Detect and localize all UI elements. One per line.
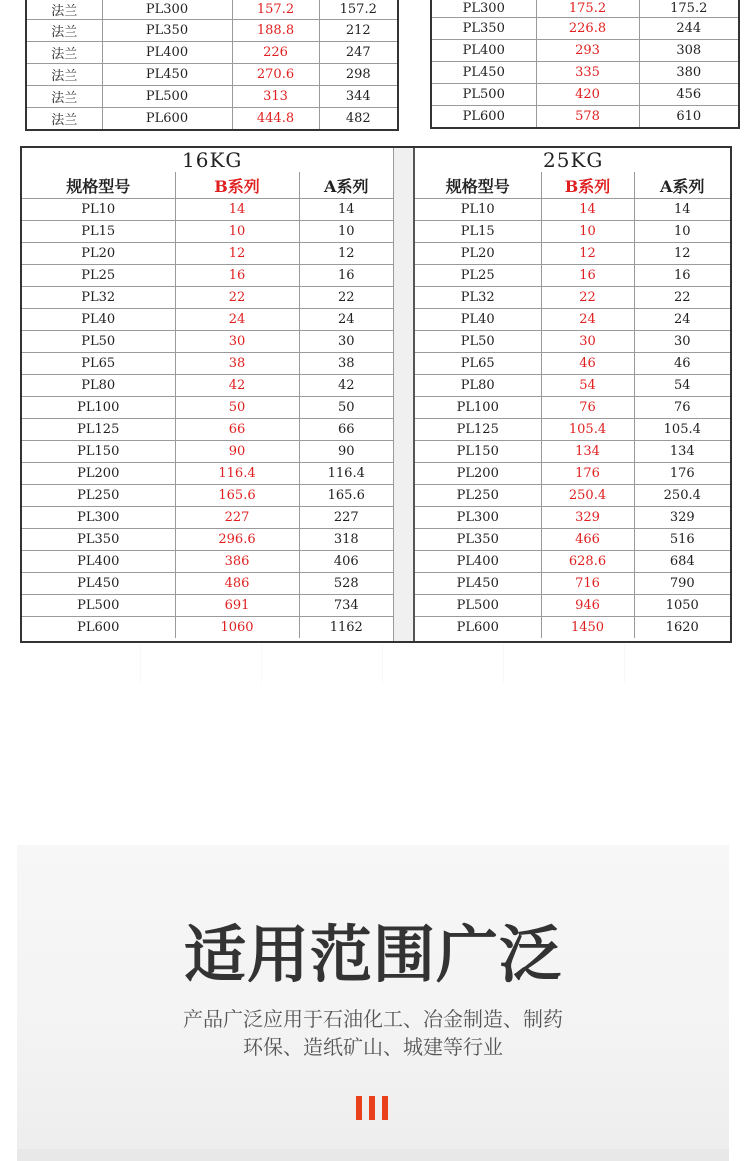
banner-title: 适用范围广泛 [183,918,562,991]
b-series-cell: 466 [541,529,634,551]
table-row [26,0,398,20]
a-series-cell: 30 [299,331,393,353]
table-row [22,309,393,331]
table-row [26,108,398,131]
a-series-cell: 790 [634,573,730,595]
spec-cell: PL50 [22,331,175,353]
table-row [22,463,393,485]
b-series-cell: 486 [175,573,299,595]
a-series-cell: 157.2 [319,0,398,20]
a-series-cell: 30 [634,331,730,353]
a-series-cell: 105.4 [634,419,730,441]
table-row [415,397,730,419]
a-series-cell: 14 [299,199,393,221]
type-cell: 法兰 [26,42,102,64]
a-series-cell: 76 [634,397,730,419]
a-series-cell: 50 [299,397,393,419]
spec-cell: PL40 [415,309,541,331]
header-a-series: A系列 [299,172,393,199]
b-series-cell: 134 [541,441,634,463]
b-series-cell: 296.6 [175,529,299,551]
b-series-cell: 1060 [175,617,299,639]
b-series-cell: 313 [232,86,319,108]
spec-cell: PL300 [102,0,232,20]
a-series-cell: 212 [319,20,398,42]
b-series-cell: 946 [541,595,634,617]
table-row [415,199,730,221]
a-series-cell: 176 [634,463,730,485]
table-row [22,485,393,507]
table-row [415,463,730,485]
table-row [415,551,730,573]
table-25kg [415,148,730,638]
b-series-cell: 50 [175,397,299,419]
b-series-cell: 227 [175,507,299,529]
b-series-cell: 12 [175,243,299,265]
accent-bars-icon [356,1096,390,1120]
b-series-cell: 293 [536,40,639,62]
table-row [415,617,730,639]
spec-cell: PL450 [22,573,175,595]
table-row [415,353,730,375]
top-table-section [0,0,750,140]
b-series-cell: 16 [541,265,634,287]
table-row [415,243,730,265]
table-row [22,287,393,309]
spec-cell: PL400 [415,551,541,573]
b-series-cell: 420 [536,84,639,106]
header-b-series: B系列 [541,172,634,199]
a-series-cell: 165.6 [299,485,393,507]
table-row [22,551,393,573]
table-row [415,529,730,551]
table-row [22,199,393,221]
spec-cell: PL350 [102,20,232,42]
spec-cell: PL400 [22,551,175,573]
table-row [415,573,730,595]
b-series-cell: 1450 [541,617,634,639]
table-row [415,375,730,397]
b-series-cell: 10 [175,221,299,243]
a-series-cell: 54 [634,375,730,397]
spec-cell: PL500 [22,595,175,617]
spec-cell: PL100 [415,397,541,419]
table-16kg-title: 16KG [182,148,243,172]
table-row [431,18,739,40]
spec-cell: PL250 [22,485,175,507]
a-series-cell: 1162 [329,620,363,635]
a-series-cell: 528 [299,573,393,595]
a-series-cell: 12 [634,243,730,265]
type-cell: 法兰 [26,20,102,42]
top-right-table [430,0,740,129]
table-row [26,20,398,42]
a-series-cell: 16 [634,265,730,287]
a-series-cell: 227 [299,507,393,529]
b-series-cell: 116.4 [175,463,299,485]
b-series-cell: 226 [232,42,319,64]
top-left-table [25,0,399,131]
table-row [431,106,739,129]
b-series-cell: 188.8 [232,20,319,42]
table-row [22,529,393,551]
a-series-cell: 318 [299,529,393,551]
header-b-series: B系列 [175,172,299,199]
table-row [415,331,730,353]
a-series-cell: 516 [634,529,730,551]
table-row [26,64,398,86]
spec-cell: PL600 [102,108,232,131]
spec-cell: PL450 [431,62,536,84]
spec-cell: PL65 [415,353,541,375]
a-series-cell: 482 [319,108,398,131]
b-series-cell: 46 [541,353,634,375]
a-series-cell: 42 [299,375,393,397]
b-series-cell: 329 [541,507,634,529]
a-series-cell: 344 [319,86,398,108]
spec-cell: PL25 [22,265,175,287]
a-series-cell: 456 [639,84,739,106]
a-series-cell: 10 [634,221,730,243]
a-series-cell: 250.4 [634,485,730,507]
spec-cell: PL450 [102,64,232,86]
a-series-cell: 244 [639,18,739,40]
spec-cell: PL40 [22,309,175,331]
spec-cell: PL350 [415,529,541,551]
pressure-tables [20,146,732,643]
spec-cell: PL15 [415,221,541,243]
spec-cell: PL125 [22,419,175,441]
b-series-cell: 444.8 [232,108,319,131]
b-series-cell: 14 [175,199,299,221]
table-row [22,353,393,375]
spec-cell: PL350 [22,529,175,551]
spec-cell: PL300 [431,0,536,18]
table-16kg [22,148,393,638]
a-series-cell: 12 [299,243,393,265]
a-series-cell: 247 [319,42,398,64]
b-series-cell: 30 [175,331,299,353]
spec-cell: PL80 [22,375,175,397]
table-row [26,86,398,108]
table-divider [393,148,415,641]
spec-cell: PL200 [22,463,175,485]
table-row [415,221,730,243]
table-row [22,507,393,529]
b-series-cell: 14 [541,199,634,221]
spec-cell: PL500 [415,595,541,617]
table-row [415,507,730,529]
table-row [22,375,393,397]
b-series-cell: 226.8 [536,18,639,40]
b-series-cell: 628.6 [541,551,634,573]
header-spec: 规格型号 [22,172,175,199]
spec-cell: PL450 [415,573,541,595]
table-row [415,265,730,287]
table-row [22,617,393,639]
table-row [431,40,739,62]
b-series-cell: 716 [541,573,634,595]
a-series-cell: 1050 [634,595,730,617]
b-series-cell: 105.4 [541,419,634,441]
b-series-cell: 578 [536,106,639,129]
table-row [415,287,730,309]
application-banner [17,845,729,1161]
spec-cell: PL65 [22,353,175,375]
a-series-cell: 10 [299,221,393,243]
spec-cell: PL300 [415,507,541,529]
b-series-cell: 24 [541,309,634,331]
b-series-cell: 12 [541,243,634,265]
a-series-cell: 175.2 [639,0,739,18]
a-series-cell: 298 [319,64,398,86]
table-row [22,243,393,265]
a-series-cell: 684 [634,551,730,573]
spec-cell: PL400 [102,42,232,64]
a-series-cell: 380 [639,62,739,84]
spec-cell: PL600 [431,106,536,129]
spec-cell: PL125 [415,419,541,441]
a-series-cell: 90 [299,441,393,463]
b-series-cell: 76 [541,397,634,419]
table-row [22,573,393,595]
b-series-cell: 270.6 [232,64,319,86]
header-a-series: A系列 [634,172,730,199]
a-series-cell: 46 [634,353,730,375]
b-series-cell: 30 [541,331,634,353]
spec-cell: PL32 [415,287,541,309]
spec-cell: PL600 [22,617,175,639]
spec-cell: PL15 [22,221,175,243]
a-series-cell: 610 [639,106,739,129]
spec-cell: PL25 [415,265,541,287]
table-row [22,221,393,243]
type-cell: 法兰 [26,86,102,108]
table-row [22,595,393,617]
table-row [22,397,393,419]
table-row [431,0,739,18]
b-series-cell: 54 [541,375,634,397]
b-series-cell: 16 [175,265,299,287]
a-series-cell: 406 [299,551,393,573]
b-series-cell: 335 [536,62,639,84]
a-series-cell: 14 [634,199,730,221]
spec-cell: PL350 [431,18,536,40]
a-series-cell: 24 [634,309,730,331]
b-series-cell: 38 [175,353,299,375]
b-series-cell: 157.2 [232,0,319,20]
b-series-cell: 42 [175,375,299,397]
ghost-gridlines [20,643,732,683]
spec-cell: PL50 [415,331,541,353]
spec-cell: PL100 [22,397,175,419]
type-cell: 法兰 [26,108,102,131]
spec-cell: PL150 [22,441,175,463]
table-25kg-title: 25KG [543,148,604,172]
bottom-strip [17,1149,729,1161]
spec-cell: PL500 [431,84,536,106]
b-series-cell: 22 [541,287,634,309]
a-series-cell: 22 [634,287,730,309]
spec-cell: PL200 [415,463,541,485]
table-row [431,62,739,84]
a-series-cell: 24 [299,309,393,331]
a-series-cell: 308 [639,40,739,62]
b-series-cell: 10 [541,221,634,243]
a-series-cell: 38 [299,353,393,375]
table-row [22,441,393,463]
table-row [431,84,739,106]
table-row [26,42,398,64]
table-row [22,265,393,287]
banner-subtitle-line2: 环保、造纸矿山、城建等行业 [243,1035,503,1059]
a-series-cell: 734 [299,595,393,617]
b-series-cell: 386 [175,551,299,573]
a-series-cell: 1620 [665,620,699,635]
b-series-cell: 90 [175,441,299,463]
spec-cell: PL10 [22,199,175,221]
banner-subtitle-line1: 产品广泛应用于石油化工、冶金制造、制药 [183,1007,563,1031]
spec-cell: PL150 [415,441,541,463]
a-series-cell: 66 [299,419,393,441]
spec-cell: PL10 [415,199,541,221]
b-series-cell: 176 [541,463,634,485]
a-series-cell: 116.4 [299,463,393,485]
spec-cell: PL500 [102,86,232,108]
spec-cell: PL32 [22,287,175,309]
table-row [415,595,730,617]
b-series-cell: 165.6 [175,485,299,507]
spec-cell: PL600 [415,617,541,639]
table-row [22,419,393,441]
table-row [22,331,393,353]
b-series-cell: 691 [175,595,299,617]
spec-cell: PL250 [415,485,541,507]
b-series-cell: 22 [175,287,299,309]
spec-cell: PL300 [22,507,175,529]
spec-cell: PL80 [415,375,541,397]
spec-cell: PL400 [431,40,536,62]
a-series-cell: 22 [299,287,393,309]
header-spec: 规格型号 [415,172,541,199]
b-series-cell: 66 [175,419,299,441]
a-series-cell: 16 [299,265,393,287]
a-series-cell: 329 [634,507,730,529]
b-series-cell: 175.2 [536,0,639,18]
table-row [415,309,730,331]
b-series-cell: 250.4 [541,485,634,507]
table-row [415,419,730,441]
table-row [415,441,730,463]
type-cell: 法兰 [26,0,102,20]
type-cell: 法兰 [26,64,102,86]
b-series-cell: 24 [175,309,299,331]
table-row [415,485,730,507]
spec-cell: PL20 [415,243,541,265]
a-series-cell: 134 [634,441,730,463]
spec-cell: PL20 [22,243,175,265]
